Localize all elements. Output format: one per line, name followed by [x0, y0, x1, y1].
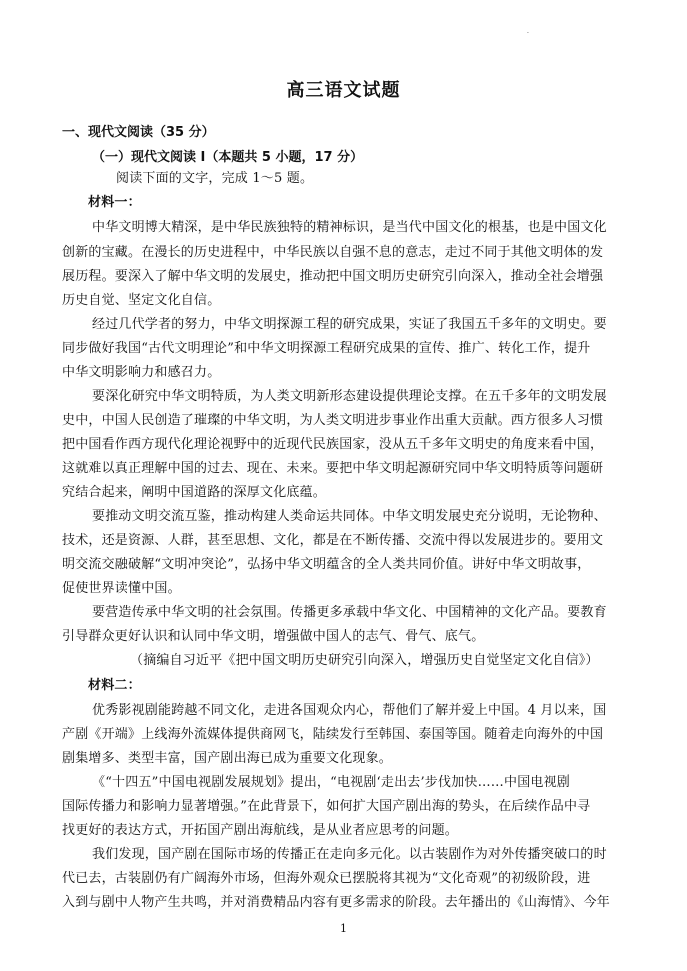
text-line: 这就难以真正理解中国的过去、现在、未来。要把中华文明起源研究同中华文明特质等问题研: [62, 461, 604, 476]
text-line: 促使世界读懂中国。: [62, 581, 181, 596]
text-line: 技术，还是资源、人群，甚至思想、文化，都是在不断传播、交流中得以发展进步的。要用文: [62, 533, 604, 548]
text-line: 史中，中国人民创造了璀璨的中华文明，为人类文明进步事业作出重大贡献。西方很多人习惯: [62, 413, 604, 428]
text-line: 代已去，古装剧仍有广阔海外市场，但海外观众已摆脱将其视为“文化奇观”的初级阶段，进: [62, 871, 591, 886]
text-line: 要营造传承中华文明的社会氛围。传播更多承载中华文化、中国精神的文化产品。要教育: [92, 605, 607, 620]
text-line: 剧集增多、类型丰富，国产剧出海已成为重要文化现象。: [62, 751, 393, 766]
text-line: 国际传播力和影响力显著增强。”在此背景下，如何扩大国产剧出海的势头，在后续作品中寻: [62, 799, 591, 814]
section-heading: 一、现代文阅读（35 分）: [62, 125, 215, 140]
text-line: 产剧《开端》上线海外流媒体提供商网飞，陆续发行至韩国、泰国等国。随着走向海外的中国: [62, 727, 604, 742]
page-number: 1: [340, 922, 347, 935]
text-line: 要推动文明交流互鉴，推动构建人类命运共同体。中华文明发展史充分说明，无论物种、: [92, 509, 607, 524]
instruction-text: 阅读下面的文字，完成 1～5 题。: [116, 171, 314, 186]
text-line: 我们发现，国产剧在国际市场的传播正在走向多元化。以古装剧作为对外传播突破口的时: [92, 847, 607, 862]
text-line: 把中国看作西方现代化理论视野中的近现代民族国家，没从五千多年文明史的角度来看中国，: [62, 437, 604, 452]
citation: （摘编自习近平《把中国文明历史研究引向深入，增强历史自觉坚定文化自信》）: [130, 653, 599, 668]
text-line: 中华文明博大精深，是中华民族独特的精神标识，是当代中国文化的根基，也是中国文化: [92, 220, 607, 235]
text-line: 历史自觉、坚定文化自信。: [62, 293, 221, 308]
material2-label: 材料二：: [88, 678, 141, 693]
text-line: 引导群众更好认识和认同中华文明，增强做中国人的志气、骨气、底气。: [62, 629, 485, 644]
text-line: 中华文明影响力和感召力。: [62, 365, 221, 380]
page-title: 高三语文试题: [286, 80, 401, 101]
text-line: 同步做好我国“古代文明理论”和中华文明探源工程研究成果的宣传、推广、转化工作，提升: [62, 341, 591, 356]
stray-dot: ·: [527, 30, 529, 37]
text-line: 经过几代学者的努力，中华文明探源工程的研究成果，实证了我国五千多年的文明史。要: [92, 317, 607, 332]
text-line: 优秀影视剧能跨越不同文化，走进各国观众内心，帮他们了解并爱上中国。4 月以来，国: [92, 703, 607, 718]
material1-label: 材料一：: [88, 195, 141, 210]
text-line: 找更好的表达方式，开拓国产剧出海航线，是从业者应思考的问题。: [62, 823, 459, 838]
text-line: 《“十四五”中国电视剧发展规划》提出，“电视剧‘走出去’步伐加快……中国电视剧: [92, 775, 571, 790]
text-line: 要深化研究中华文明特质，为人类文明新形态建设提供理论支撑。在五千多年的文明发展: [92, 389, 607, 404]
text-line: 究结合起来，阐明中国道路的深厚文化底蕴。: [62, 485, 327, 500]
subsection-heading: （一）现代文阅读 I（本题共 5 小题，17 分）: [92, 150, 364, 165]
text-line: 明交流交融破解“文明冲突论”，弘扬中华文明蕴含的全人类共同价值。讲好中华文明故事，: [62, 557, 591, 572]
text-line: 入到与剧中人物产生共鸣，并对消费精品内容有更多需求的阶段。去年播出的《山海情》、今年: [62, 895, 610, 910]
text-line: 展历程。要深入了解中华文明的发展史，推动把中国文明历史研究引向深入，推动全社会增强: [62, 269, 604, 284]
text-line: 创新的宝藏。在漫长的历史进程中，中华民族以自强不息的意志，走过不同于其他文明体的发: [62, 245, 604, 260]
